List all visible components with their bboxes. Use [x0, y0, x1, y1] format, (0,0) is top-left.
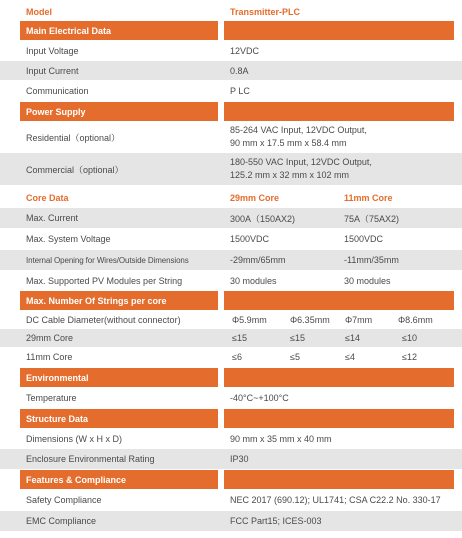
- dc-cable-value: Φ7mm: [345, 315, 373, 325]
- row-safety: [0, 490, 462, 510]
- section-max-strings: [0, 291, 462, 310]
- row-dimensions: [0, 429, 462, 448]
- core-11-header: 11mm Core: [344, 192, 393, 203]
- communication-label: Communication: [26, 85, 89, 96]
- section-features: [0, 470, 462, 489]
- row-input-voltage: [0, 41, 462, 60]
- core-29-header: 29mm Core: [230, 192, 280, 203]
- residential-label: Residential（optional）: [26, 132, 121, 143]
- max-modules-11: 30 modules: [344, 276, 391, 286]
- core-29-value: ≤14: [345, 333, 360, 343]
- section-title: Environmental: [20, 368, 218, 387]
- section-title: Main Electrical Data: [20, 21, 218, 40]
- row-residential: [0, 122, 462, 152]
- section-environmental: [0, 368, 462, 387]
- section-title: Power Supply: [20, 102, 218, 121]
- residential-value-line2: 90 mm x 17.5 mm x 58.4 mm: [230, 138, 347, 148]
- row-input-current: [0, 61, 462, 80]
- emc-value: FCC Part15; ICES-003: [230, 516, 322, 526]
- commercial-value-line2: 125.2 mm x 32 mm x 102 mm: [230, 170, 350, 180]
- max-current-11: 75A（75AX2): [344, 213, 400, 224]
- max-modules-29: 30 modules: [230, 276, 277, 286]
- core-29-value: ≤15: [232, 333, 247, 343]
- internal-opening-29: -29mm/65mm: [230, 255, 286, 265]
- enclosure-label: Enclosure Environmental Rating: [26, 454, 155, 464]
- row-emc: [0, 511, 462, 531]
- safety-label: Safety Compliance: [26, 495, 102, 505]
- core-29-label: 29mm Core: [26, 333, 74, 343]
- section-title: Max. Number Of Strings per core: [20, 291, 218, 310]
- dimensions-label: Dimensions (W x H x D): [26, 433, 123, 444]
- internal-opening-11: -11mm/35mm: [344, 255, 399, 265]
- row-internal-opening: [0, 250, 462, 270]
- core-data-title: Core Data: [26, 192, 69, 203]
- row-core-29: [0, 329, 462, 347]
- input-current-label: Input Current: [26, 65, 79, 76]
- core-11-value: ≤4: [345, 351, 355, 362]
- input-voltage-value: 12VDC: [230, 45, 260, 56]
- dc-cable-value: Φ5.9mm: [232, 315, 267, 325]
- max-current-29: 300A（150AX2): [230, 213, 296, 224]
- max-voltage-11: 1500VDC: [344, 234, 384, 244]
- core-29-value: ≤15: [290, 333, 305, 343]
- row-max-voltage: [0, 229, 462, 249]
- safety-value: NEC 2017 (690.12); UL1741; CSA C22.2 No. 330-17: [230, 495, 441, 505]
- dc-cable-label: DC Cable Diameter(without connector): [26, 315, 181, 325]
- section-main-electrical: [0, 21, 462, 40]
- commercial-label: Commercial（optional）: [26, 164, 124, 175]
- max-voltage-29: 1500VDC: [230, 234, 270, 244]
- input-voltage-label: Input Voltage: [26, 45, 79, 56]
- residential-value-line1: 85-264 VAC Input, 12VDC Output,: [230, 125, 367, 135]
- section-title: Structure Data: [20, 409, 218, 428]
- core-11-value: ≤5: [290, 351, 300, 362]
- row-max-modules: [0, 271, 462, 291]
- temperature-label: Temperature: [26, 392, 77, 403]
- max-modules-label: Max. Supported PV Modules per String: [26, 276, 183, 286]
- model-value: Transmitter-PLC: [230, 6, 301, 17]
- section-title: Features & Compliance: [20, 470, 218, 489]
- dimensions-value: 90 mm x 35 mm x 40 mm: [230, 433, 332, 444]
- row-temperature: [0, 388, 462, 407]
- core-29-value: ≤10: [402, 333, 417, 343]
- row-core-data-header: [0, 189, 462, 206]
- communication-value: P LC: [230, 85, 250, 96]
- row-enclosure: [0, 449, 462, 469]
- internal-opening-label: Internal Opening for Wires/Outside Dimensions: [26, 255, 189, 265]
- temperature-value: -40°C~+100°C: [230, 392, 289, 403]
- commercial-value-line1: 180-550 VAC Input, 12VDC Output,: [230, 157, 372, 167]
- max-current-label: Max. Current: [26, 213, 79, 223]
- input-current-value: 0.8A: [230, 65, 249, 76]
- row-core-11: [0, 347, 462, 366]
- row-dc-cable: [0, 311, 462, 329]
- row-commercial: [0, 153, 462, 185]
- section-power-supply: [0, 102, 462, 121]
- core-11-value: ≤12: [402, 351, 417, 362]
- core-11-label: 11mm Core: [26, 351, 73, 362]
- model-row: [0, 3, 462, 20]
- dc-cable-value: Φ8.6mm: [398, 315, 433, 325]
- enclosure-value: IP30: [230, 454, 249, 464]
- model-label: Model: [26, 6, 52, 17]
- row-max-current: [0, 208, 462, 228]
- emc-label: EMC Compliance: [26, 516, 97, 526]
- section-structure: [0, 409, 462, 428]
- dc-cable-value: Φ6.35mm: [290, 315, 330, 325]
- max-voltage-label: Max. System Voltage: [26, 234, 111, 244]
- core-11-value: ≤6: [232, 351, 242, 362]
- row-communication: [0, 81, 462, 100]
